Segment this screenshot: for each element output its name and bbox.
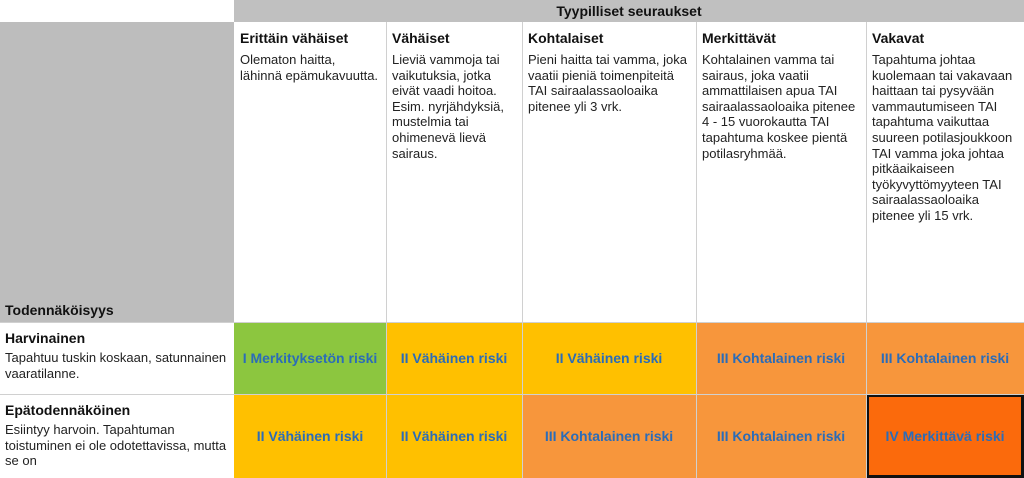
consequence-column-header — [234, 22, 386, 322]
risk-cell: II Vähäinen riski — [386, 322, 522, 394]
risk-cell: II Vähäinen riski — [234, 394, 386, 478]
probability-name: Epätodennäköinen — [5, 402, 131, 418]
probability-name: Harvinainen — [5, 330, 86, 346]
risk-cell-highlighted: IV Merkittävä riski — [866, 394, 1024, 478]
consequence-column-header — [522, 22, 696, 322]
risk-cell: III Kohtalainen riski — [866, 322, 1024, 394]
grid-line — [0, 322, 1024, 323]
grid-line — [522, 22, 523, 478]
consequence-name: Vähäiset — [392, 30, 450, 46]
consequence-desc: Pieni haitta tai vamma, joka vaatii pieniä toimenpiteitä TAI sairaalassaoloaika pitenee yli 3 vrk. — [528, 52, 687, 114]
probability-desc: Tapahtuu tuskin koskaan, satunnainen vaaratilanne. — [5, 350, 227, 381]
risk-cell: II Vähäinen riski — [386, 394, 522, 478]
consequence-name: Erittäin vähäiset — [240, 30, 349, 46]
risk-cell: III Kohtalainen riski — [522, 394, 696, 478]
probability-desc: Esiintyy harvoin. Tapahtuman toistuminen ei ole odotettavissa, mutta se on — [5, 422, 227, 469]
risk-cell: III Kohtalainen riski — [696, 322, 866, 394]
consequences-header: Tyypilliset seuraukset — [234, 0, 1024, 22]
risk-cell: I Merkityksetön riski — [234, 322, 386, 394]
consequence-desc: Tapahtuma johtaa kuolemaan tai vakavaan haittaan tai pysyvään vammautumiseen TAI tapahtuma vaikuttaa suureen potilasjoukkoon TAI vamma joka johtaa pitkäaikaiseen työkyvyttömyyteen TAI sairaalassaoloaika pitenee yli 15 vrk. — [872, 52, 1013, 223]
consequence-name: Vakavat — [872, 30, 925, 46]
grid-line — [386, 22, 387, 478]
consequence-desc: Lieviä vammoja tai vaikutuksia, jotka eivät vaadi hoitoa. Esim. nyrjähdyksiä, mustelmia tai ohimenevä lievä sairaus. — [392, 52, 504, 161]
grid-line — [696, 22, 697, 478]
probability-header: Todennäköisyys — [5, 302, 114, 318]
consequence-column-header — [696, 22, 866, 322]
probability-row-label — [0, 322, 234, 394]
top-left-blank — [0, 0, 234, 22]
probability-header-cell — [0, 22, 234, 322]
risk-cell: III Kohtalainen riski — [696, 394, 866, 478]
consequence-column-header — [386, 22, 522, 322]
consequence-name: Merkittävät — [702, 30, 776, 46]
consequence-desc: Kohtalainen vamma tai sairaus, joka vaatii ammattilaisen apua TAI sairaalassaoloaika pitenee 4 - 15 vuorokautta TAI tapahtuma koskee pientä potilasryhmää. — [702, 52, 856, 161]
consequence-name: Kohtalaiset — [528, 30, 604, 46]
consequence-column-header — [866, 22, 1024, 322]
consequence-desc: Olematon haitta, lähinnä epämukavuutta. — [240, 52, 379, 83]
probability-row-label — [0, 394, 234, 478]
risk-cell: II Vähäinen riski — [522, 322, 696, 394]
grid-line — [866, 22, 867, 478]
grid-line — [0, 394, 1024, 395]
